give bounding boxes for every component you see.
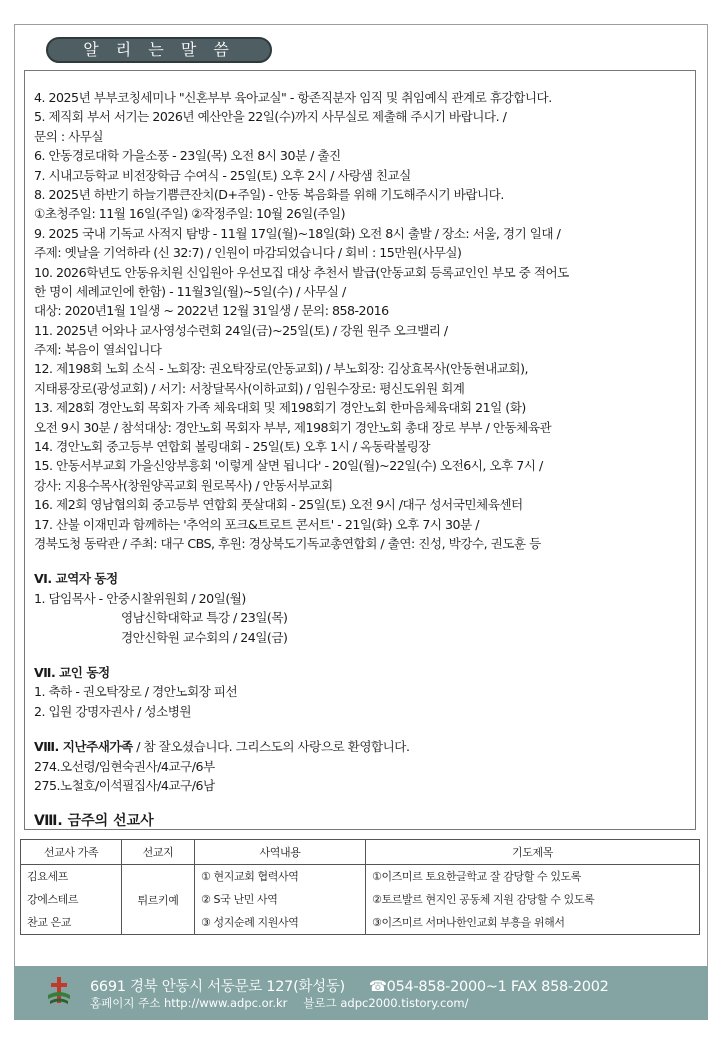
column-header: 선교지 bbox=[122, 840, 195, 865]
column-header: 사역내용 bbox=[195, 840, 366, 865]
newfamily-welcome: / 참 잘오셨습니다. 그리스도의 사랑으로 환영합니다. bbox=[132, 739, 410, 755]
ministers-line: 영남신학대학교 특강 / 23일(목) bbox=[121, 610, 288, 626]
announcement-line: 강사: 지용수목사(창원양곡교회 원로목사) / 안동서부교회 bbox=[34, 477, 333, 493]
announcement-line: 8. 2025년 하반기 하늘기쁨큰잔치(D+주일) - 안동 복음화를 위해 기도해주시기 바랍니다. bbox=[34, 186, 504, 202]
missionary-names-cell bbox=[21, 865, 122, 935]
mission-country: 튀르키예 bbox=[122, 865, 195, 935]
announcement-line: 5. 제직회 부서 서기는 2026년 예산안을 22일(수)까지 사무실로 제출해 주시기 바랍니다. / bbox=[34, 109, 507, 125]
announcement-line: 15. 안동서부교회 가을신앙부흥회 '이렇게 살면 됩니다' - 20일(월)~22일(수) 오전6시, 오후 7시 / bbox=[34, 458, 543, 474]
announcement-line: 문의 : 사무실 bbox=[34, 128, 104, 144]
footer-address: 6691 경북 안동시 서동문로 127(화성동) bbox=[90, 979, 345, 995]
announcement-line: 10. 2026학년도 안동유치원 신입원아 우선모집 대상 추천서 발급(안동교회 등록교인인 부모 중 적어도 bbox=[34, 264, 569, 280]
ministry-item: ② S국 난민 사역 bbox=[201, 893, 278, 906]
prayer-item: ②토르발르 현지인 공동체 지원 감당할 수 있도록 bbox=[372, 893, 595, 906]
ministry-item: ① 현지교회 협력사역 bbox=[201, 870, 299, 883]
announcement-line: 13. 제28회 경안노회 목회자 가족 체육대회 및 제198회기 경안노회 한마음체육대회 21일 (화) bbox=[34, 400, 526, 416]
missionaries-heading: Ⅷ. 금주의 선교사 bbox=[34, 813, 154, 829]
missionaries-table bbox=[20, 839, 700, 935]
announcement-content bbox=[34, 88, 699, 795]
newfamily-line: 274.오선령/임현숙권사/4교구/6부 bbox=[34, 758, 215, 774]
announcement-line: 지태룡장로(광성교회) / 서기: 서창달목사(이하교회) / 임원수장로: 평신도위원 회계 bbox=[34, 380, 465, 396]
prayer-item: ①이즈미르 토요한글학교 잘 감당할 수 있도록 bbox=[372, 870, 582, 883]
members-line: 2. 입원 강명자권사 / 성소병원 bbox=[34, 703, 192, 719]
announcement-line: 9. 2025 국내 기독교 사적지 탐방 - 11월 17일(월)~18일(화) 오전 8시 출발 / 장소: 서울, 경기 일대 / bbox=[34, 225, 561, 241]
announcement-line: 한 명이 세례교인에 한함) - 11월3일(월)~5일(수) / 사무실 / bbox=[34, 283, 346, 299]
ministry-item: ③ 성지순례 지원사역 bbox=[201, 916, 299, 929]
missionary-name: 찬교 은교 bbox=[27, 916, 72, 929]
announcement-line: 11. 2025년 어와나 교사영성수련회 24일(금)~25일(토) / 강원 원주 오크밸리 / bbox=[34, 322, 448, 338]
announcement-line: 주제: 옛날을 기억하라 (신 32:7) / 인원이 마감되었습니다 / 회비 : 15만원(사무실) bbox=[34, 245, 462, 261]
announcement-line: 주제: 복음이 열쇠입니다 bbox=[34, 342, 162, 358]
ministers-line: 1. 담임목사 - 안중시찰위원회 / 20일(월) bbox=[34, 590, 246, 606]
newfamily-heading-line bbox=[34, 737, 699, 756]
column-header: 선교사 가족 bbox=[21, 840, 122, 865]
ministry-cell bbox=[195, 865, 366, 935]
announcement-line: ①초청주일: 11월 16일(주일) ②작정주일: 10월 26일(주일) bbox=[34, 206, 345, 222]
announcement-line: 17. 산불 이재민과 함께하는 '추억의 포크&트로트 콘서트' - 21일(화) 오후 7시 30분 / bbox=[34, 516, 479, 532]
announcement-line: 오전 9시 30분 / 참석대상: 경안노회 목회자 부부, 제198회기 경안노회 총대 장로 부부 / 안동체육관 bbox=[34, 419, 552, 435]
ministers-line: 경안신학원 교수회의 / 24일(금) bbox=[121, 629, 288, 645]
announcement-line: 대상: 2020년1월 1일생 ~ 2022년 12월 31일생 / 문의: 858-2016 bbox=[34, 303, 389, 319]
page-title: 알 리 는 말 씀 bbox=[46, 37, 272, 63]
footer-contact bbox=[90, 975, 609, 996]
members-line: 1. 축하 - 권오탁장로 / 경안노회장 피선 bbox=[34, 684, 238, 700]
blog-link[interactable]: 블로그 adpc2000.tistory.com/ bbox=[303, 996, 469, 1010]
table-header-row bbox=[21, 840, 700, 865]
table-row bbox=[21, 865, 700, 935]
announcement-line: 경북도청 동락관 / 주최: 대구 CBS, 후원: 경상북도기독교총연합회 / 출연: 진성, 박강수, 권도훈 등 bbox=[34, 535, 541, 551]
announcement-line: 16. 제2회 영남협의회 중고등부 연합회 풋살대회 - 25일(토) 오전 9시 /대구 성서국민체육센터 bbox=[34, 497, 523, 513]
footer-phone: ☎054-858-2000~1 FAX 858-2002 bbox=[368, 979, 609, 995]
homepage-link[interactable]: 홈페이지 주소 http://www.adpc.or.kr bbox=[90, 996, 288, 1010]
newfamily-line: 275.노철호/이석필집사/4교구/6남 bbox=[34, 777, 215, 793]
members-heading: Ⅶ. 교인 동정 bbox=[34, 664, 110, 680]
ministers-heading: Ⅵ. 교역자 동정 bbox=[34, 571, 118, 587]
announcement-line: 12. 제198회 노회 소식 - 노회장: 권오탁장로(안동교회) / 부노회장: 김상효목사(안동현내교회), bbox=[34, 361, 528, 377]
prayer-cell bbox=[366, 865, 700, 935]
missionary-name: 김요세프 bbox=[27, 870, 68, 883]
column-header: 기도제목 bbox=[366, 840, 700, 865]
announcement-line: 7. 시내고등학교 비전장학금 수여식 - 25일(토) 오후 2시 / 사랑샘 친교실 bbox=[34, 167, 411, 183]
announcement-line: 14. 경안노회 중고등부 연합회 볼링대회 - 25일(토) 오후 1시 / 옥동락볼링장 bbox=[34, 439, 431, 455]
announcement-line: 4. 2025년 부부코칭세미나 "신혼부부 육아교실" - 항존직분자 임직 및 취임예식 관계로 휴강합니다. bbox=[34, 90, 552, 105]
newfamily-heading: Ⅷ. 지난주새가족 bbox=[34, 739, 133, 755]
church-logo-icon bbox=[46, 975, 72, 1007]
prayer-item: ③이즈미르 서머나한인교회 부흥을 위해서 bbox=[372, 916, 565, 929]
missionary-name: 강에스테르 bbox=[27, 893, 79, 906]
footer-links bbox=[90, 995, 469, 1011]
announcement-line: 6. 안동경로대학 가을소풍 - 23일(목) 오전 8시 30분 / 출진 bbox=[34, 148, 341, 164]
